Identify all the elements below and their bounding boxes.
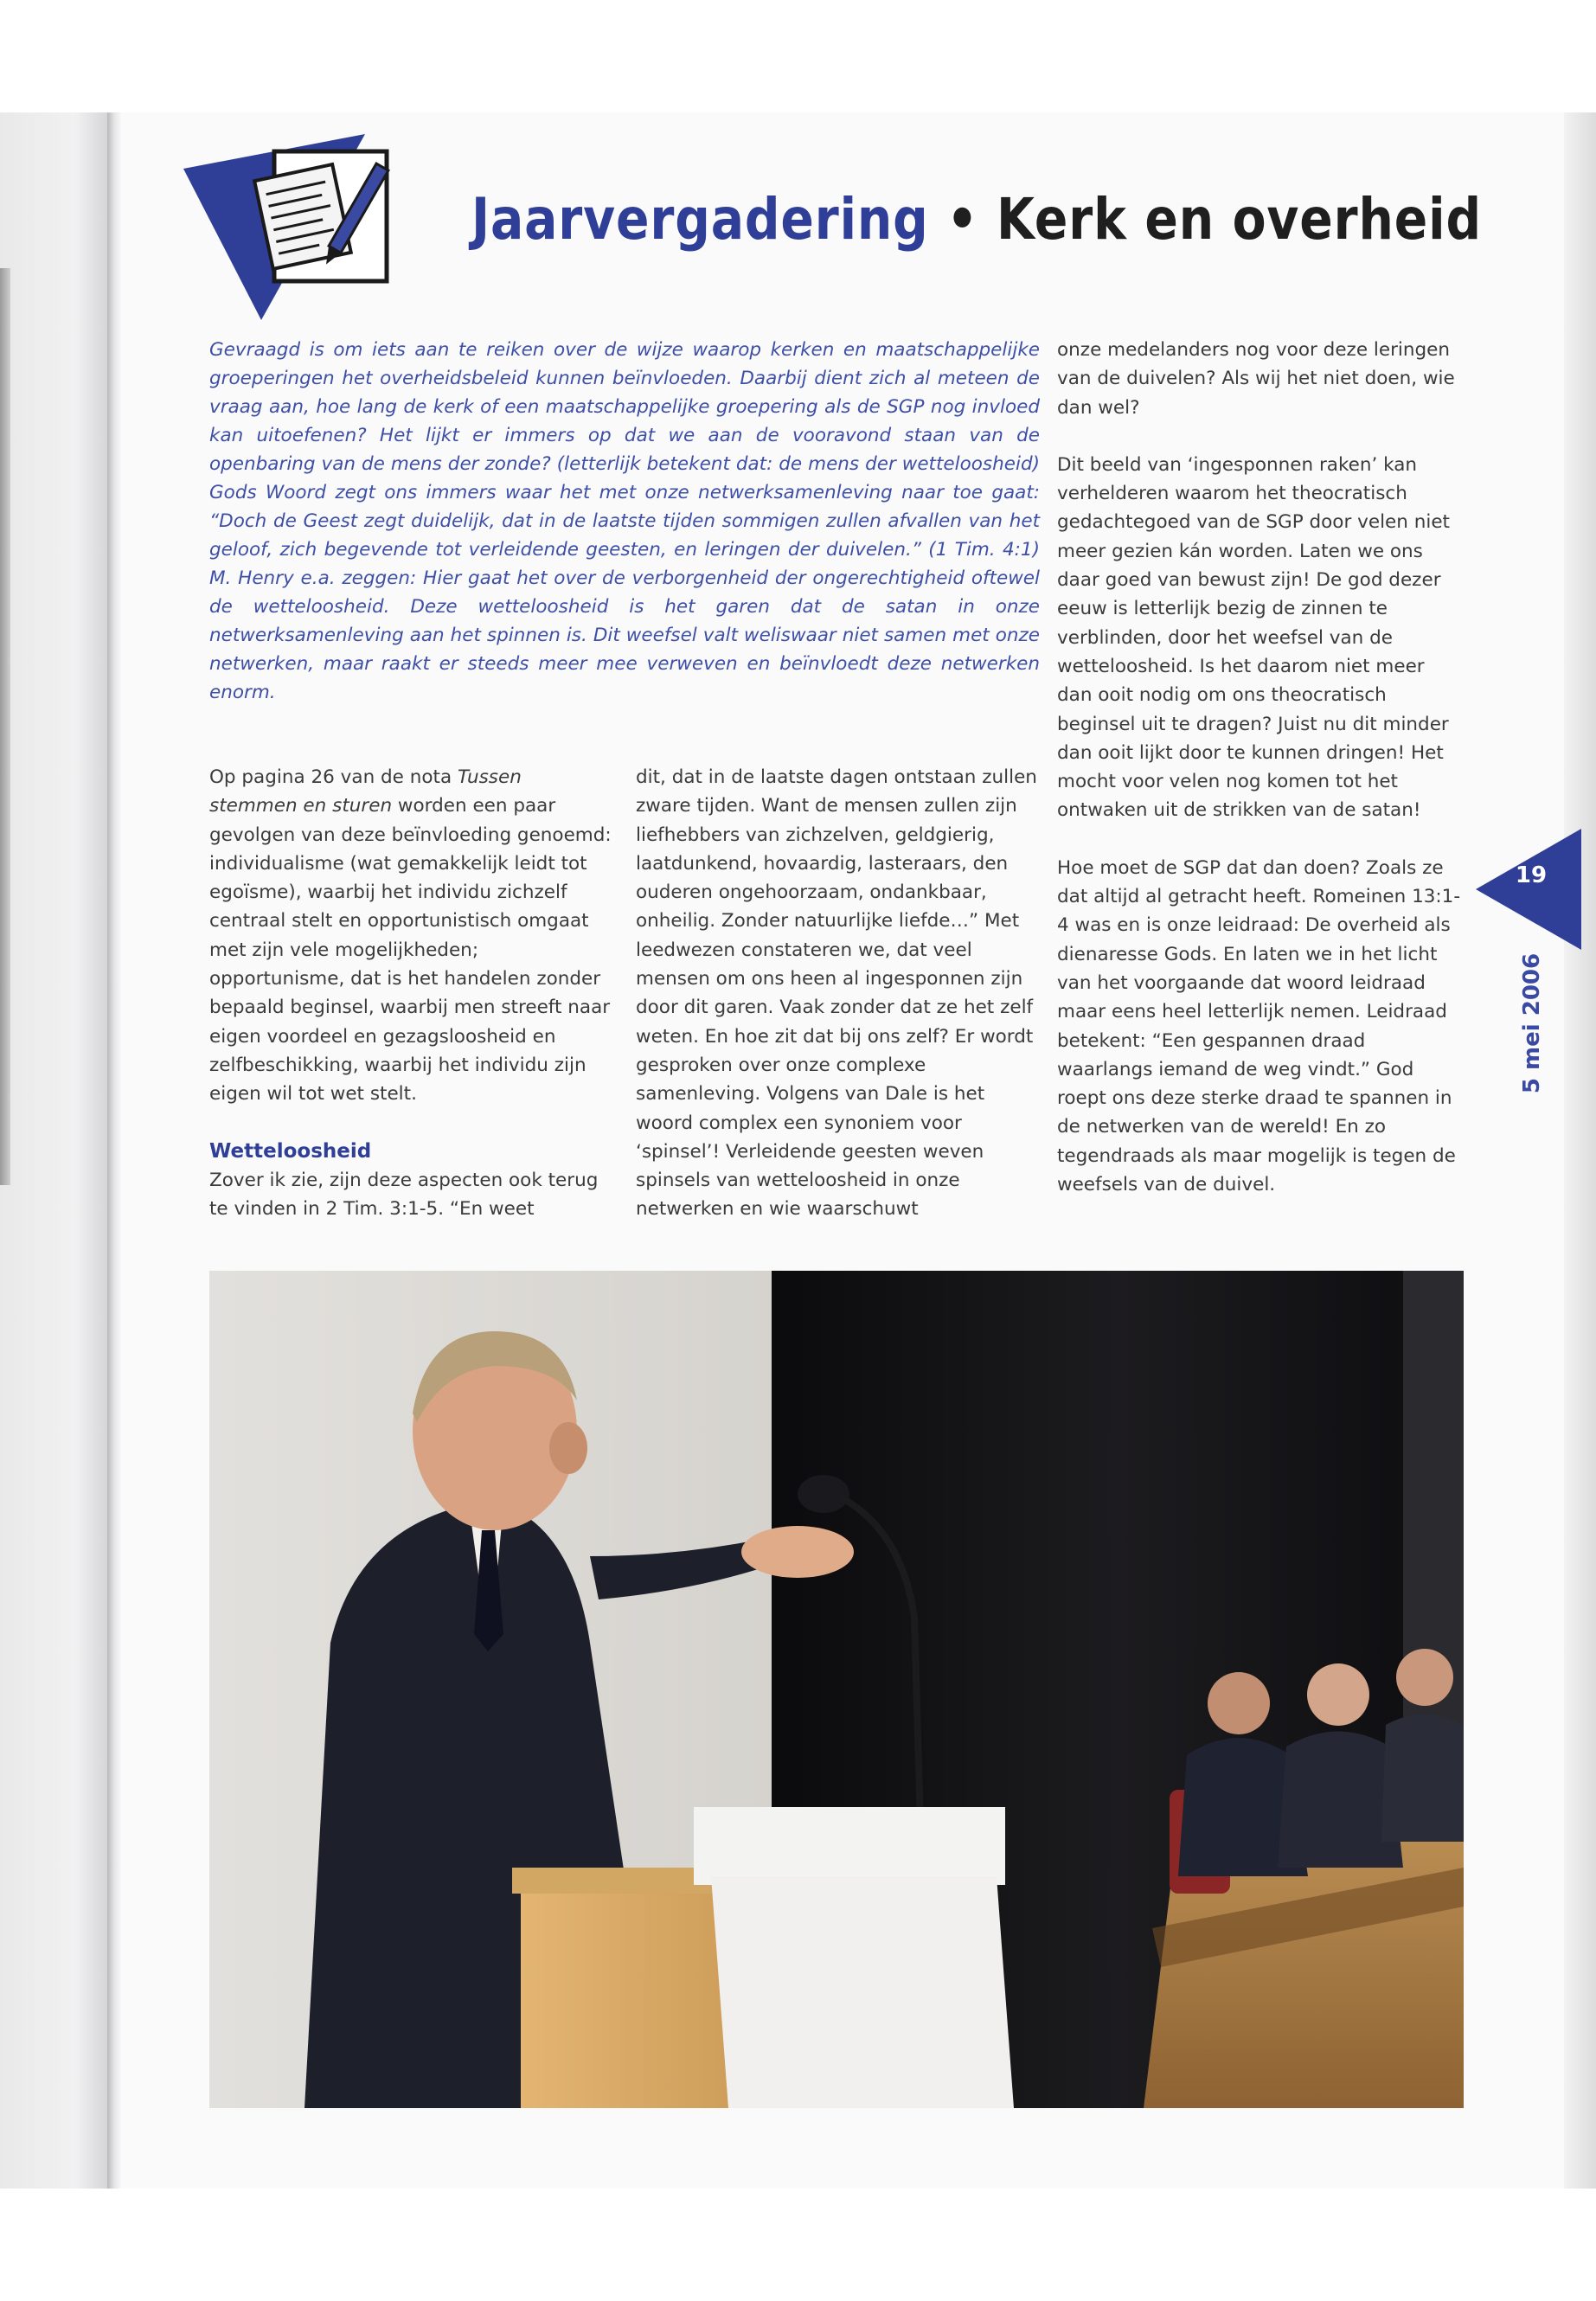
issue-date: 5 mei 2006 <box>1519 952 1545 1094</box>
page-gutter <box>107 112 121 2189</box>
column-1-paragraph <box>209 763 612 1109</box>
page-number-tab <box>1476 829 1581 950</box>
subheading-wetteloosheid: Wetteloosheid <box>209 1139 372 1163</box>
column-1-paragraph-2: Zover ik zie, zijn deze aspecten ook terug te vinden in 2 Tim. 3:1-5. “En weet <box>209 1169 599 1220</box>
paragraph-text: worden een paar gevolgen van deze beïnvloeding genoemd: individualisme (wat gemakkelijk leidt tot egoïsme), waarbij het individu zichzelf centraal stelt en opportunistisch omgaat met zijn vele mogelijkheden; opportunisme, dat is het handelen zonder bepaald beginsel, waarbij men streeft naar eigen voordeel en gezagsloosheid en zelfbeschikking, waarbij het individu zijn eigen wil tot wet stelt. <box>209 795 612 1106</box>
title-separator: • <box>946 186 979 253</box>
speaker-photo <box>209 1271 1464 2108</box>
right-page-edge <box>1564 112 1596 2189</box>
article-column-3 <box>1057 336 1464 1199</box>
column-3-paragraph-3: Hoe moet de SGP dat dan doen? Zoals ze dat altijd al getracht heeft. Romeinen 13:1-4 was en is onze leidraad: De overheid als dienaresse Gods. En laten we in het licht van het voorgaande dat woord leidraad maar eens heel letterlijk nemen. Leidraad betekent: “Een gespannen draad waarlangs iemand de weg vindt.” God roept ons deze sterke draad te spannen in de netwerken van de wereld! En zo tegendraads als maar mogelijk is tegen de weefsels van de duivel. <box>1057 856 1461 1196</box>
writing-document-icon <box>183 134 400 320</box>
title-section: Jaarvergadering <box>471 186 929 253</box>
page-number: 19 <box>1515 862 1548 888</box>
left-page-image-strip <box>0 268 10 1185</box>
page-title <box>471 186 1482 253</box>
title-topic: Kerk en overheid <box>997 186 1482 253</box>
paragraph-text: Op pagina 26 van de nota <box>209 766 458 788</box>
article-intro: Gevraagd is om iets aan te reiken over de wijze waarop kerken en maatschappelijke groeperingen het overheidsbeleid kunnen beïnvloeden. Daarbij dient zich al meteen de vraag aan, hoe lang de kerk of een maatschappelijke groepering als de SGP nog invloed kan uitoefenen? Het lijkt er immers op dat we aan de vooravond staan van de openbaring van de mens der zonde? (letterlijk betekent dat: de mens der wetteloosheid) Gods Woord zegt ons immers waar het met onze netwerksamenleving naar toe gaat: “Doch de Geest zegt duidelijk, dat in de laatste tijden sommigen zullen afvallen van het geloof, zich begevende tot verleidende geesten, en leringen der duivelen.” (1 Tim. 4:1) M. Henry e.a. zeggen: Hier gaat het over de verborgenheid der ongerechtigheid oftewel de wetteloosheid. Deze wetteloosheid is het garen dat de satan in onze netwerksamenleving aan het spinnen is. Dit weefsel valt weliswaar niet samen met onze netwerken, maar raakt er steeds meer mee verweven en beïnvloedt deze netwerken enorm. <box>209 339 1040 703</box>
column-2-paragraph: dit, dat in de laatste dagen ontstaan zullen zware tijden. Want de mensen zullen zijn liefhebbers van zichzelven, geldgierig, laatdunkend, hovaardig, lasteraars, den ouderen ongehoorzaam, ondankbaar, onheilig. Zonder natuurlijke liefde…” Met leedwezen constateren we, dat veel mensen om ons heen al ingesponnen zijn door dit garen. Vaak zonder dat ze het zelf weten. En hoe zit dat bij ons zelf? Er wordt gesproken over onze complexe samenleving. Volgens van Dale is het woord complex een synoniem voor ‘spinsel’! Verleidende geesten weven spinsels van wetteloosheid in onze netwerken en wie waarschuwt <box>636 766 1037 1221</box>
article-column-2 <box>636 763 1042 1224</box>
left-page-edge <box>0 112 107 2189</box>
nota-title: Tussen stemmen en sturen <box>209 766 522 817</box>
column-3-paragraph-2: Dit beeld van ‘ingesponnen raken’ kan verhelderen waarom het theocratisch gedachtegoed van de SGP door velen niet meer gezien kán worden. Laten we ons daar goed van bewust zijn! De god dezer eeuw is letterlijk bezig de zinnen te verblinden, door het weefsel van de wetteloosheid. Is het daarom niet meer dan ooit nodig om ons theocratisch beginsel uit te dragen? Juist nu dit minder dan ooit lijkt door te kunnen dringen! Het mocht voor velen nog komen tot het ontwaken uit de strikken van de satan! <box>1057 453 1450 822</box>
article-column-1 <box>209 763 612 1223</box>
column-3-paragraph-1: onze medelanders nog voor deze leringen van de duivelen? Als wij het niet doen, wie dan wel? <box>1057 339 1455 419</box>
